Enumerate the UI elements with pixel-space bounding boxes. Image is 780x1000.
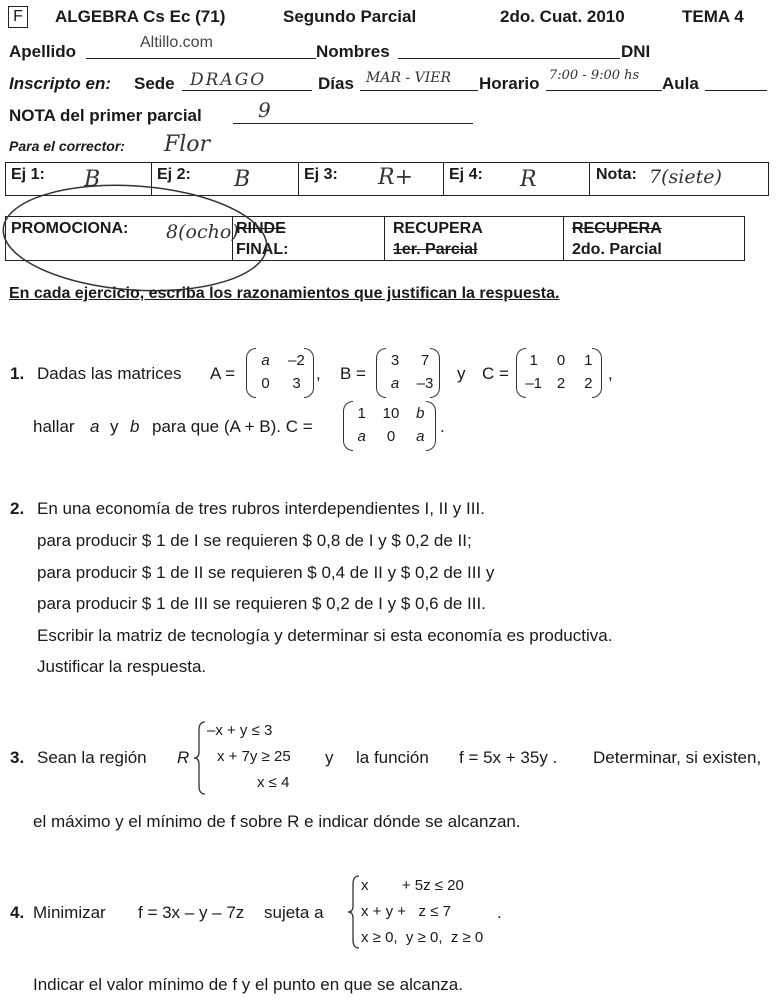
ej2-value: B (234, 167, 251, 192)
nota-value: 7(siete) (649, 166, 722, 188)
q4-function: f = 3x – y – 7z (138, 903, 245, 922)
q3-text-c: la función (356, 748, 429, 767)
dias-line (360, 90, 478, 91)
corrector-value: Flor (164, 132, 211, 157)
ej2-label: Ej 2: (157, 166, 191, 183)
dias-label: Días (318, 74, 354, 93)
q1-line2-var-a: a (90, 417, 100, 436)
horario-value: 7:00 - 9:00 hs (549, 68, 640, 83)
aula-label: Aula (662, 74, 699, 93)
q1-number: 1. (10, 364, 25, 383)
course-title: ALGEBRA Cs Ec (71) (55, 7, 226, 26)
aula-line (705, 90, 767, 91)
inscripto-label: Inscripto en: (9, 74, 112, 93)
ej4-value: R (520, 167, 537, 192)
final-label: FINAL: (236, 241, 289, 258)
q2-line: para producir $ 1 de I se requieren $ 0,8 de I y $ 0,2 de II; (37, 531, 472, 550)
watermark-text: Altillo.com (140, 34, 213, 51)
term-label: 2do. Cuat. 2010 (500, 7, 625, 26)
q4-constraint: x + y + z ≤ 7 (361, 903, 451, 920)
matrix-c: 1 0 1 –1 2 2 (525, 352, 593, 392)
q1-y: y (457, 364, 466, 383)
q3-text-b: y (325, 748, 334, 767)
ej4-label: Ej 4: (449, 166, 483, 183)
tema-letter-box: F (8, 6, 28, 28)
sede-line (182, 90, 312, 91)
nota-primer-line (233, 123, 473, 124)
q2-line: para producir $ 1 de II se requieren $ 0,4 de II y $ 0,2 de III y (37, 563, 495, 582)
promociona-value: 8(ocho) (166, 221, 239, 243)
recupera1-sub: 1er. Parcial (393, 241, 478, 258)
q1-line2-a: hallar (33, 417, 75, 436)
q2-number: 2. (10, 499, 25, 518)
q3-region-r: R (177, 748, 190, 767)
q1-line2-y: y (110, 417, 119, 436)
q2-line: para producir $ 1 de III se requieren $ 0,2 de I y $ 0,6 de III. (37, 594, 486, 613)
q3-line2: el máximo y el mínimo de f sobre R e indicar dónde se alcanzan. (33, 812, 521, 831)
q3-constraint: x + 7y ≥ 25 (217, 748, 291, 765)
q1-c-eq: C = (482, 364, 509, 383)
nombres-label: Nombres (316, 42, 390, 61)
q4-dot: . (497, 903, 502, 922)
promociona-label: PROMOCIONA: (11, 220, 129, 237)
nota-primer-value: 9 (258, 98, 271, 122)
tema-label: TEMA 4 (682, 7, 744, 26)
q1-a-eq: A = (210, 364, 236, 383)
sede-label: Sede (134, 74, 175, 93)
q1-line2-var-b: b (130, 417, 140, 436)
dias-value: MAR - VIER (366, 70, 452, 86)
horario-label: Horario (479, 74, 540, 93)
q1-text: Dadas las matrices (37, 364, 182, 383)
q1-b-eq: B = (340, 364, 366, 383)
exam-title: Segundo Parcial (283, 7, 417, 26)
q2-line: Escribir la matriz de tecnología y determinar si esta economía es productiva. (37, 626, 613, 645)
q3-constraint: –x + y ≤ 3 (207, 722, 273, 739)
recupera1-label: RECUPERA (393, 220, 483, 237)
q1-line2-b: para que (A + B). C = (152, 417, 313, 436)
q4-line2: Indicar el valor mínimo de f y el punto en que se alcanza. (33, 975, 463, 994)
nota-label: Nota: (596, 166, 637, 183)
q3-function: f = 5x + 35y . (459, 748, 558, 767)
recupera2-label: RECUPERA (572, 220, 662, 237)
horario-line (546, 90, 662, 91)
q2-line: En una economía de tres rubros interdependientes I, II y III. (37, 499, 485, 518)
q4-constraint: x ≥ 0, y ≥ 0, z ≥ 0 (361, 929, 484, 946)
q4-text-a: Minimizar (33, 903, 106, 922)
ej3-value: R+ (378, 165, 413, 190)
ej3-label: Ej 3: (304, 166, 338, 183)
q4-number: 4. (10, 903, 25, 922)
q3-brace (193, 720, 207, 796)
dni-label: DNI (621, 42, 651, 61)
q2-line: Justificar la respuesta. (37, 657, 207, 676)
corrector-label: Para el corrector: (9, 138, 125, 154)
instruction: En cada ejercicio, escriba los razonamientos que justifican la respuesta. (9, 285, 560, 302)
ej1-label: Ej 1: (11, 166, 45, 183)
matrix-a: a –2 0 3 (261, 352, 305, 392)
nombres-line (398, 58, 620, 59)
sede-value: DRAGO (190, 70, 267, 90)
q3-text-d: Determinar, si existen, (593, 748, 762, 767)
recupera2-sub: 2do. Parcial (572, 241, 662, 258)
q3-constraint: x ≤ 4 (257, 774, 290, 791)
apellido-label: Apellido (9, 42, 77, 61)
rinde-label: RINDE (236, 220, 286, 237)
matrix-b: 3 7 a –3 (390, 352, 434, 392)
q4-constraint: x + 5z ≤ 20 (361, 877, 464, 894)
q3-text-a: Sean la región (37, 748, 147, 767)
apellido-line (86, 58, 316, 59)
q3-number: 3. (10, 748, 25, 767)
ej1-value: B (84, 167, 101, 192)
q4-text-b: sujeta a (264, 903, 324, 922)
q4-brace (347, 874, 361, 950)
nota-primer-label: NOTA del primer parcial (9, 106, 202, 125)
matrix-result: 1 10 b a 0 a (357, 405, 425, 445)
